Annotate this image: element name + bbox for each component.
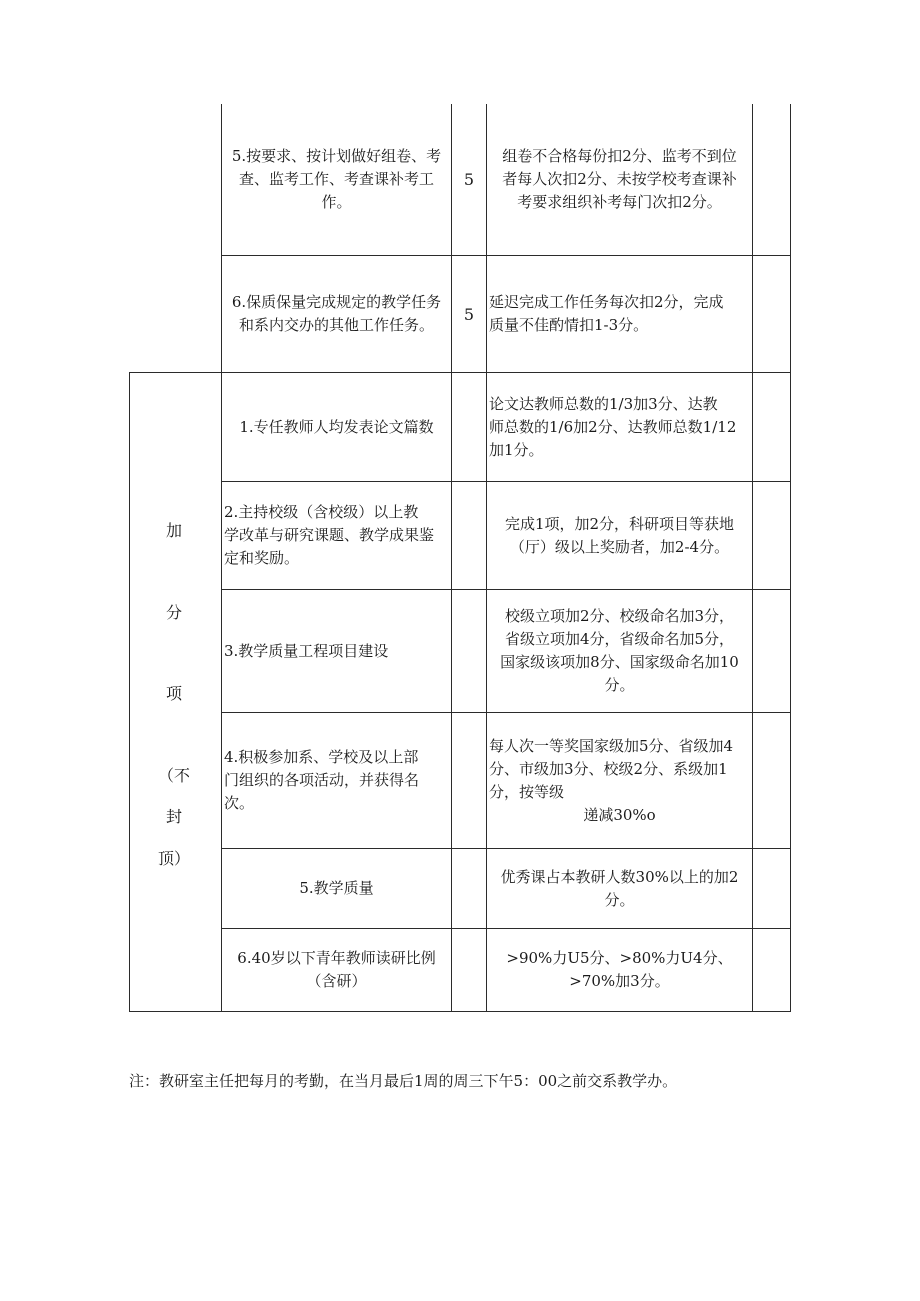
score-value: 5 xyxy=(463,170,475,189)
item-cell xyxy=(222,104,451,255)
rule-text: 论文达教师总数的1/3加3分、达教 xyxy=(489,394,718,413)
footnote: 注：教研室主任把每月的考勤，在当月最后1周的周三下午5：00之前交系教学办。 xyxy=(129,1072,678,1090)
item-cell xyxy=(222,373,451,481)
table-border-right xyxy=(790,104,791,1012)
column-divider xyxy=(752,104,753,1012)
category-char: 加 xyxy=(165,521,182,540)
rule-text: 国家级该项加8分、国家级命名加10 xyxy=(500,653,739,671)
rule-text: 延迟完成工作任务每次扣2分，完成 xyxy=(489,293,724,311)
rule-text: 考要求组织补考每门次扣2分。 xyxy=(517,193,722,211)
score-value: 5 xyxy=(463,304,475,324)
table-border-bottom xyxy=(129,1011,791,1012)
item-cell xyxy=(222,849,451,928)
score-cell xyxy=(452,104,486,255)
rule-text: 优秀课占本教研人数30%以上的加2 xyxy=(500,867,739,886)
item-text: （含研） xyxy=(306,972,367,990)
rule-cell xyxy=(487,482,752,589)
rule-cell xyxy=(487,104,752,255)
rule-text: 加1分。 xyxy=(489,440,544,459)
rule-text: 每人次一等奖国家级加5分、省级加4 xyxy=(489,736,734,755)
item-text: 定和奖励。 xyxy=(224,549,300,567)
rule-text: 分。 xyxy=(604,676,635,694)
rule-cell xyxy=(487,849,752,928)
item-text: 查、监考工作、考查课补考工 xyxy=(238,170,434,188)
item-cell xyxy=(222,256,451,372)
rule-text: 递减30%o xyxy=(583,805,656,824)
rule-text: 省级立项加4分，省级命名加5分， xyxy=(504,630,735,648)
item-cell xyxy=(222,929,451,1011)
rule-text: 师总数的1/6加2分、达教师总数1/12 xyxy=(489,417,737,436)
rule-text: 质量不佳酌情扣1-3分。 xyxy=(489,316,649,334)
rule-text: 者每人次扣2分、未按学校考查课补 xyxy=(502,170,737,188)
category-char: （不 xyxy=(157,766,190,785)
item-text: 学改革与研究课题、教学成果鉴 xyxy=(224,526,435,544)
rule-text: 组卷不合格每份扣2分、监考不到位 xyxy=(502,147,737,165)
item-text: 2.主持校级（含校级）以上教 xyxy=(224,503,419,521)
item-text: 6.40岁以下青年教师读研比例 xyxy=(237,949,436,967)
rule-text: 分，按等级 xyxy=(489,782,565,801)
rule-text: >70%加3分。 xyxy=(569,972,670,990)
item-text: 和系内交办的其他工作任务。 xyxy=(238,316,434,334)
rule-text: 校级立项加2分、校级命名加3分， xyxy=(504,607,735,625)
rule-text: 完成1项，加2分，科研项目等获地 xyxy=(504,514,735,533)
rule-text: 分。 xyxy=(604,890,635,909)
item-text: 3.教学质量工程项目建设 xyxy=(224,641,389,660)
rule-cell xyxy=(487,256,752,372)
rule-cell xyxy=(487,929,752,1011)
item-text: 6.保质保量完成规定的教学任务 xyxy=(231,293,442,311)
scoring-table xyxy=(129,104,791,1012)
category-char: 封 xyxy=(165,807,182,826)
item-text: 5.教学质量 xyxy=(299,879,374,897)
category-char: 顶） xyxy=(157,849,190,868)
rule-text: （厅）级以上奖励者，加2-4分。 xyxy=(509,537,730,556)
item-cell xyxy=(222,590,451,712)
item-cell xyxy=(222,482,451,589)
item-cell xyxy=(222,713,451,848)
rule-text: 分、市级加3分、校级2分、系级加1 xyxy=(489,759,728,778)
item-text: 5.按要求、按计划做好组卷、考 xyxy=(231,147,442,165)
category-char: 分 xyxy=(165,603,182,622)
rule-cell xyxy=(487,713,752,848)
rule-text: >90%力U5分、>80%力U4分、 xyxy=(506,949,733,967)
rule-cell xyxy=(487,373,752,481)
item-text: 作。 xyxy=(321,193,352,211)
category-char: 项 xyxy=(165,684,182,703)
item-text: 1.专任教师人均发表论文篇数 xyxy=(239,417,434,436)
rule-cell xyxy=(487,590,752,712)
item-text: 门组织的各项活动，并获得名 xyxy=(224,771,420,789)
score-cell xyxy=(452,256,486,372)
item-text: 4.积极参加系、学校及以上部 xyxy=(224,748,419,766)
item-text: 次。 xyxy=(224,794,255,812)
